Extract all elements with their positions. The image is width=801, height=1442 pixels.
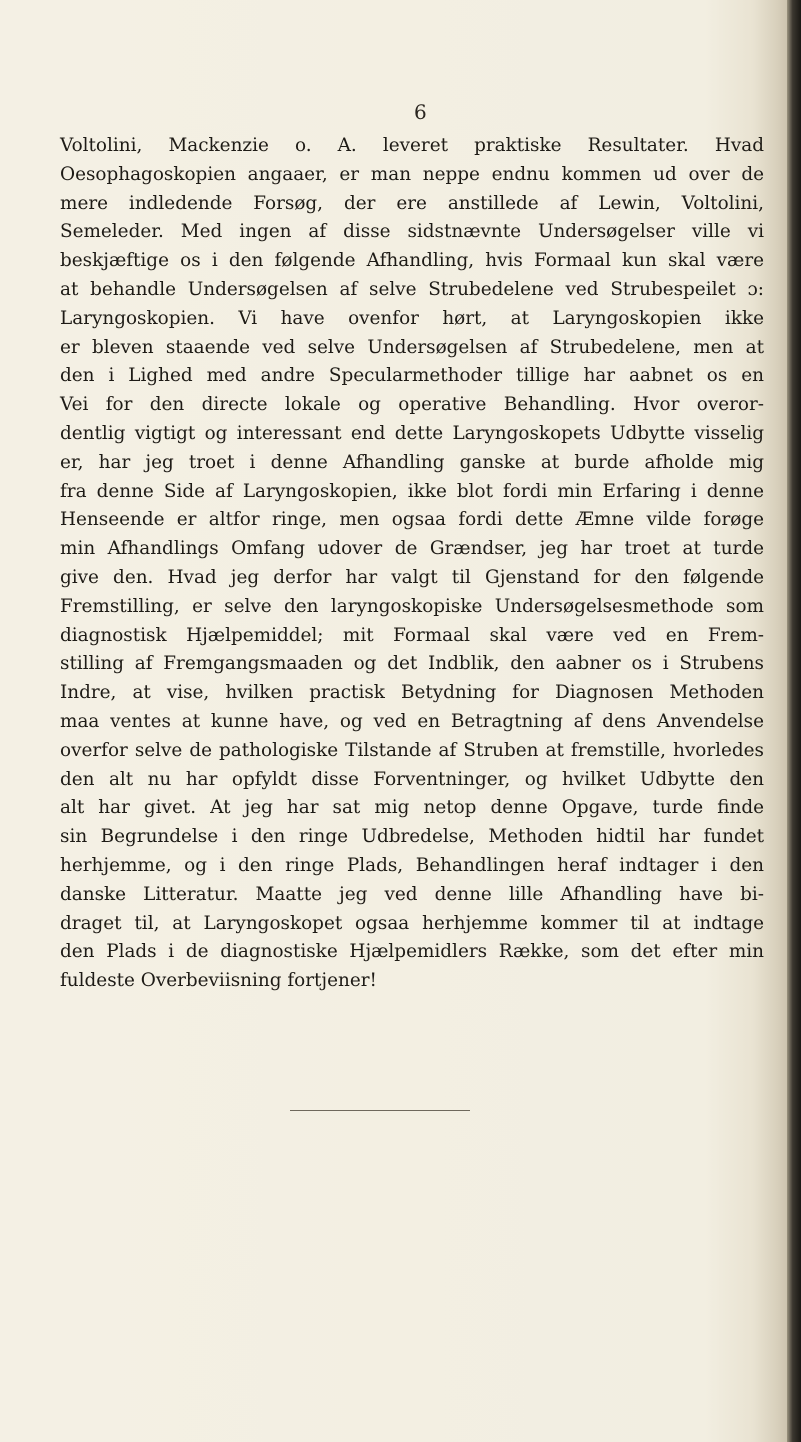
text-line: Voltolini, Mackenzie o. A. leveret praktiske Resultater. Hvad — [60, 135, 764, 156]
body-paragraph — [60, 132, 764, 996]
text-line: draget til, at Laryngoskopet ogsaa herhjemme kommer til at indtage — [60, 912, 764, 934]
text-line: den Plads i de diagnostiske Hjælpemidlers Række, som det efter min — [60, 941, 764, 963]
text-line: diagnostisk Hjælpemiddel; mit Formaal skal være ved en Frem- — [60, 624, 764, 646]
text-line: min Afhandlings Omfang udover de Grændser, jeg har troet at turde — [60, 538, 764, 560]
text-line: danske Litteratur. Maatte jeg ved denne lille Afhandling have bi- — [60, 883, 764, 905]
text-line: Indre, at vise, hvilken practisk Betydning for Diagnosen Methoden — [60, 682, 764, 704]
text-line: alt har givet. At jeg har sat mig netop denne Opgave, turde finde — [60, 797, 764, 819]
text-line: stilling af Fremgangsmaaden og det Indblik, den aabner os i Strubens — [60, 653, 764, 675]
text-line: herhjemme, og i den ringe Plads, Behandlingen heraf indtager i den — [60, 854, 764, 876]
text-line: fra denne Side af Laryngoskopien, ikke blot fordi min Erfaring i denne — [60, 480, 764, 502]
text-line: overfor selve de pathologiske Tilstande af Struben at fremstille, hvorledes — [60, 739, 764, 761]
text-line: den alt nu har opfyldt disse Forventninger, og hvilket Udbytte den — [60, 768, 764, 790]
text-line: Semeleder. Med ingen af disse sidstnævnte Undersøgelser ville vi — [60, 221, 764, 243]
text-line: mere indledende Forsøg, der ere anstillede af Lewin, Voltolini, — [60, 192, 764, 214]
text-line: sin Begrundelse i den ringe Udbredelse, Methoden hidtil har fundet — [60, 826, 764, 848]
text-line: maa ventes at kunne have, og ved en Betragtning af dens Anvendelse — [60, 710, 764, 732]
book-spine-edge — [787, 0, 801, 1442]
text-line: Fremstilling, er selve den laryngoskopiske Undersøgelsesmethode som — [60, 595, 764, 617]
text-line: er bleven staaende ved selve Undersøgelsen af Strubedelene, men at — [60, 336, 764, 358]
footer-rule — [290, 1110, 470, 1111]
text-line: fuldeste Overbeviisning fortjener! — [60, 970, 377, 992]
page-number: 6 — [414, 100, 427, 124]
text-line: at behandle Undersøgelsen af selve Strubedelene ved Strubespeilet ɔ: — [60, 278, 764, 300]
text-line: Henseende er altfor ringe, men ogsaa fordi dette Æmne vilde forøge — [60, 509, 764, 531]
text-line: Vei for den directe lokale og operative Behandling. Hvor overor- — [60, 394, 764, 416]
text-line: Laryngoskopien. Vi have ovenfor hørt, at Laryngoskopien ikke — [60, 307, 764, 329]
text-line: Oesophagoskopien angaaer, er man neppe endnu kommen ud over de — [60, 163, 764, 185]
text-line: beskjæftige os i den følgende Afhandling, hvis Formaal kun skal være — [60, 250, 764, 272]
text-line: er, har jeg troet i denne Afhandling ganske at burde afholde mig — [60, 451, 764, 473]
text-line: give den. Hvad jeg derfor har valgt til Gjenstand for den følgende — [60, 566, 764, 588]
text-line: dentlig vigtigt og interessant end dette Laryngoskopets Udbytte visselig — [60, 422, 764, 444]
text-line: den i Lighed med andre Specularmethoder tillige har aabnet os en — [60, 365, 764, 387]
